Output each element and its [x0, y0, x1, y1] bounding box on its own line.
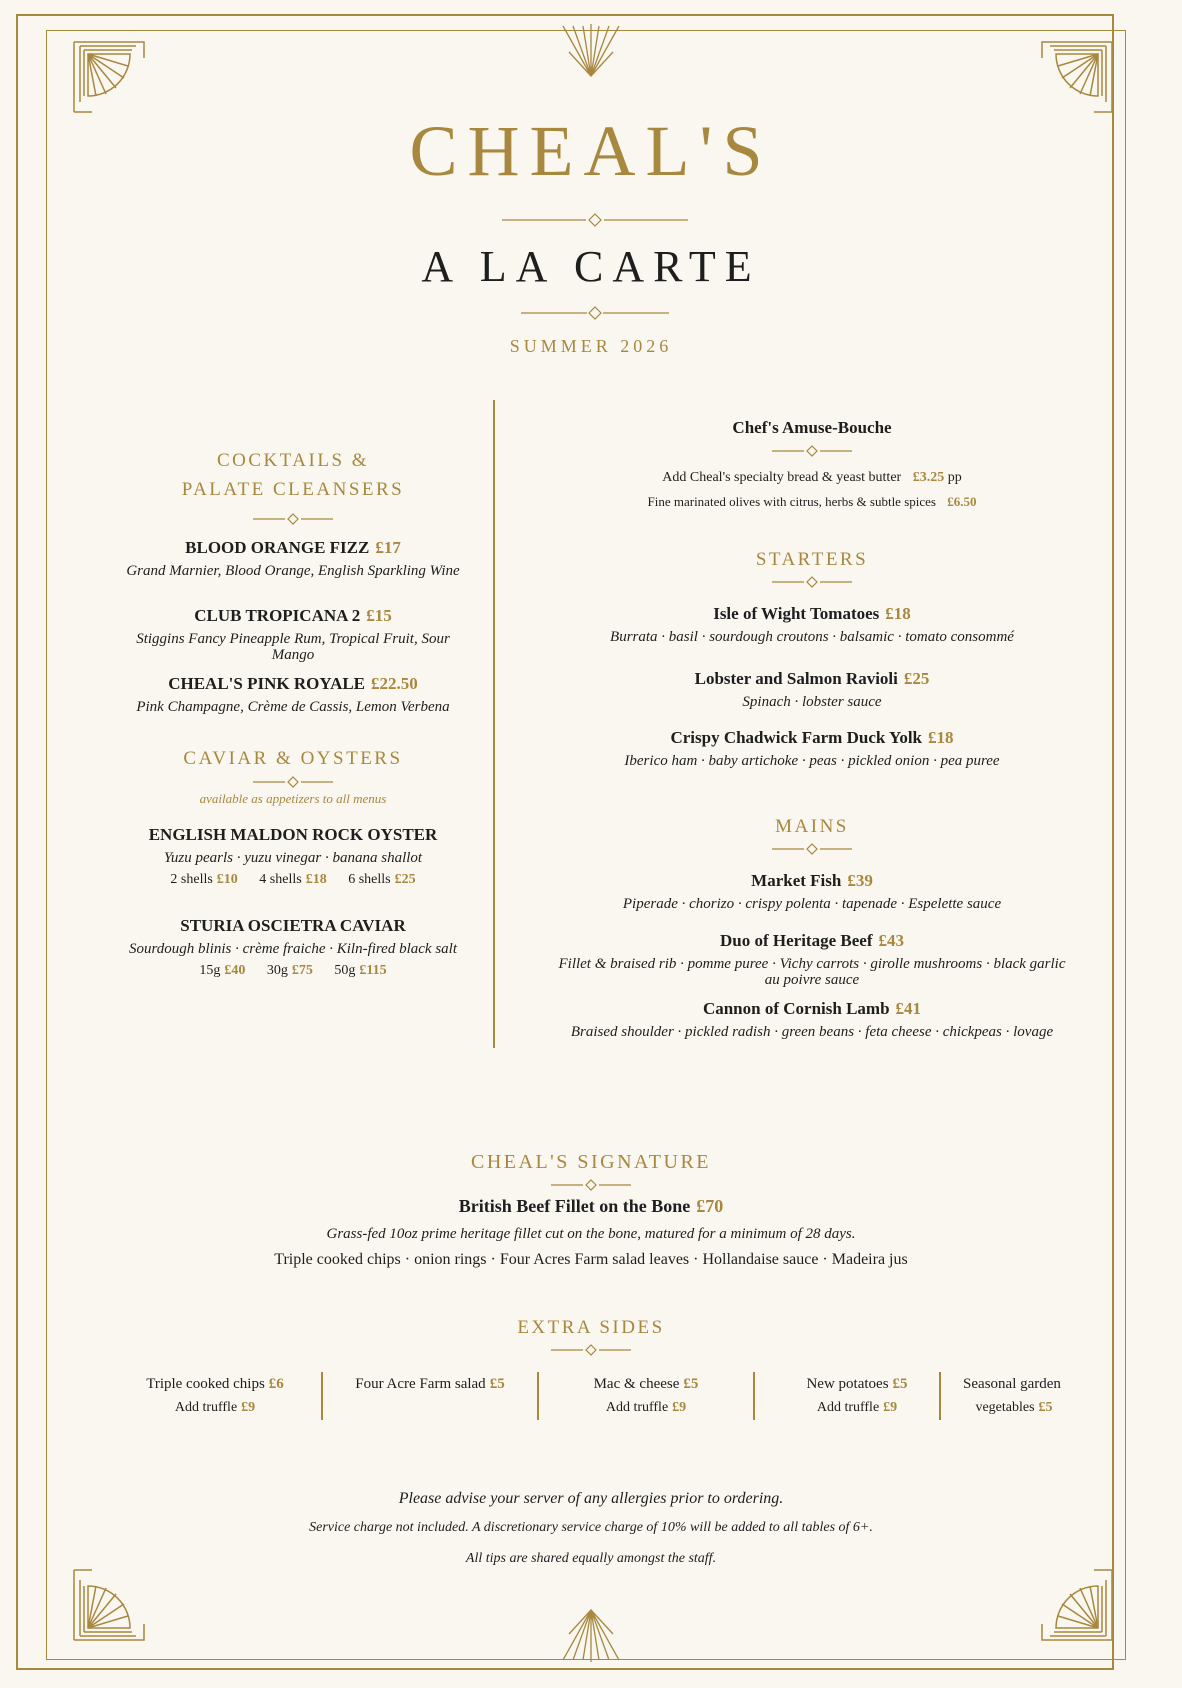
item-description: Grand Marnier, Blood Orange, English Sparkling Wine [126, 563, 460, 579]
diamond-divider-icon [772, 444, 852, 458]
menu-item [100, 538, 486, 579]
item-description: Stiggins Fancy Pineapple Rum, Tropical Fruit, Sour [136, 631, 450, 647]
side-item: Triple cooked chips £6 Add truffle £9 [146, 1376, 284, 1415]
signature-description: Grass-fed 10oz prime heritage fillet cut on the bone, matured for a minimum of 28 days. [326, 1226, 856, 1242]
corner-fan-bottom-right-icon [1036, 1566, 1116, 1644]
menu-item [512, 604, 1112, 645]
item-price: £18 [885, 604, 911, 623]
signature-accompaniments: Triple cooked chips · onion rings · Four Acres Farm salad leaves · Hollandaise sauce · Madeira jus [274, 1251, 908, 1268]
item-name: Crispy Chadwick Farm Duck Yolk [670, 728, 923, 747]
side-separator [321, 1372, 323, 1420]
item-name: Cannon of Cornish Lamb [702, 999, 890, 1018]
section-title-mains: MAINS [775, 816, 849, 837]
diamond-divider-icon [772, 575, 852, 589]
item-name: Lobster and Salmon Ravioli [694, 669, 898, 688]
item-description-line2: au poivre sauce [764, 972, 860, 988]
item-name: CLUB TROPICANA 2 [194, 606, 361, 625]
diamond-divider-icon [772, 842, 852, 856]
top-center-fan-icon [561, 22, 621, 78]
side-separator [753, 1372, 755, 1420]
item-description: Fillet & braised rib · pomme puree · Vichy carrots · girolle mushrooms · black garlic [558, 956, 1066, 972]
item-name: British Beef Fillet on the Bone [458, 1196, 691, 1216]
section-title-cocktails: COCKTAILS & [216, 450, 370, 471]
menu-item [100, 825, 486, 888]
item-name: Duo of Heritage Beef [720, 931, 873, 950]
item-name: Market Fish [751, 871, 842, 890]
season-label: SUMMER 2026 [509, 336, 673, 356]
portion-options: 2 shells £10 4 shells £18 6 shells £25 [170, 872, 416, 887]
diamond-divider-icon [502, 212, 688, 228]
item-price: £70 [696, 1196, 724, 1216]
menu-item [512, 669, 1112, 710]
item-price: £15 [366, 606, 392, 625]
menu-item [100, 916, 486, 979]
corner-fan-top-right-icon [1036, 38, 1116, 116]
item-description: Piperade · chorizo · crispy polenta · tapenade · Espelette sauce [622, 896, 1002, 912]
item-name: CHEAL'S PINK ROYALE [168, 674, 366, 693]
section-title-extra-sides: EXTRA SIDES [517, 1317, 665, 1338]
diamond-divider-icon [253, 775, 333, 789]
menu-item [512, 728, 1112, 769]
item-description: Braised shoulder · pickled radish · green beans · feta cheese · chickpeas · lovage [570, 1024, 1054, 1040]
item-name: ENGLISH MALDON ROCK OYSTER [148, 825, 438, 844]
item-price: £25 [903, 669, 930, 688]
diamond-divider-icon [521, 305, 669, 321]
item-price: £22.50 [371, 674, 418, 693]
olives-option: Fine marinated olives with citrus, herbs & subtle spices £6.50 [647, 494, 977, 509]
item-price: £18 [928, 728, 954, 747]
service-charge-note: Service charge not included. A discretionary service charge of 10% will be added to all tables of 6+. [309, 1520, 873, 1535]
diamond-divider-icon [551, 1178, 631, 1192]
item-description: Sourdough blinis · crème fraiche · Kiln-fired black salt [128, 941, 457, 957]
menu-item [512, 999, 1112, 1040]
diamond-divider-icon [551, 1343, 631, 1357]
portion-options: 15g £40 30g £75 50g £115 [199, 963, 387, 978]
allergy-note: Please advise your server of any allergies prior to ordering. [398, 1490, 784, 1507]
menu-item [100, 606, 486, 663]
side-item: Seasonal garden vegetables £5 [963, 1376, 1061, 1415]
item-description: Yuzu pearls · yuzu vinegar · banana shallot [163, 850, 423, 866]
side-item: Mac & cheese £5 Add truffle £9 [593, 1376, 699, 1415]
side-item: New potatoes £5 Add truffle £9 [806, 1376, 908, 1415]
bread-option: Add Cheal's specialty bread & yeast butter £3.25 pp [662, 470, 962, 485]
section-title-signature: CHEAL'S SIGNATURE [471, 1151, 711, 1173]
caviar-note: available as appetizers to all menus [199, 791, 387, 806]
menu-item [100, 674, 486, 715]
section-title-starters: STARTERS [755, 549, 869, 570]
restaurant-name: CHEAL'S [409, 111, 773, 191]
diamond-divider-icon [253, 512, 333, 526]
amuse-bouche-title: Chef's Amuse-Bouche [732, 418, 892, 437]
cocktails-section [100, 446, 486, 715]
side-item: Four Acre Farm salad £5 [355, 1376, 505, 1392]
item-description-line2: Mango [271, 647, 315, 663]
menu-item [512, 871, 1112, 912]
item-description: Burrata · basil · sourdough croutons · balsamic · tomato consommé [610, 629, 1014, 645]
column-divider [493, 400, 495, 1048]
side-separator [537, 1372, 539, 1420]
starters-section [512, 545, 1112, 769]
mains-section [512, 812, 1112, 1040]
corner-fan-bottom-left-icon [70, 1566, 150, 1644]
corner-fan-top-left-icon [70, 38, 150, 116]
amuse-bouche-section [512, 418, 1112, 510]
item-description: Pink Champagne, Crème de Cassis, Lemon Verbena [136, 699, 450, 715]
signature-section [91, 1148, 1091, 1269]
item-name: BLOOD ORANGE FIZZ [185, 538, 370, 557]
extra-sides-list [120, 1372, 1080, 1424]
caviar-section [100, 744, 486, 979]
item-description: Spinach · lobster sauce [742, 694, 882, 710]
item-price: £41 [895, 999, 922, 1018]
extra-sides-header [91, 1313, 1091, 1357]
section-title-cocktails-line2: PALATE CLEANSERS [181, 479, 405, 500]
item-price: £17 [375, 538, 401, 557]
item-name: STURIA OSCIETRA CAVIAR [180, 916, 406, 935]
side-separator [939, 1372, 941, 1420]
tips-note: All tips are shared equally amongst the staff. [465, 1551, 717, 1566]
menu-title: A LA CARTE [421, 242, 761, 291]
item-name: Isle of Wight Tomatoes [713, 604, 880, 623]
item-price: £43 [878, 931, 904, 950]
bottom-center-fan-icon [561, 1608, 621, 1664]
item-price: £39 [847, 871, 873, 890]
section-title-caviar: CAVIAR & OYSTERS [183, 748, 403, 769]
item-description: Iberico ham · baby artichoke · peas · pickled onion · pea puree [624, 753, 1000, 769]
menu-item [512, 931, 1112, 988]
